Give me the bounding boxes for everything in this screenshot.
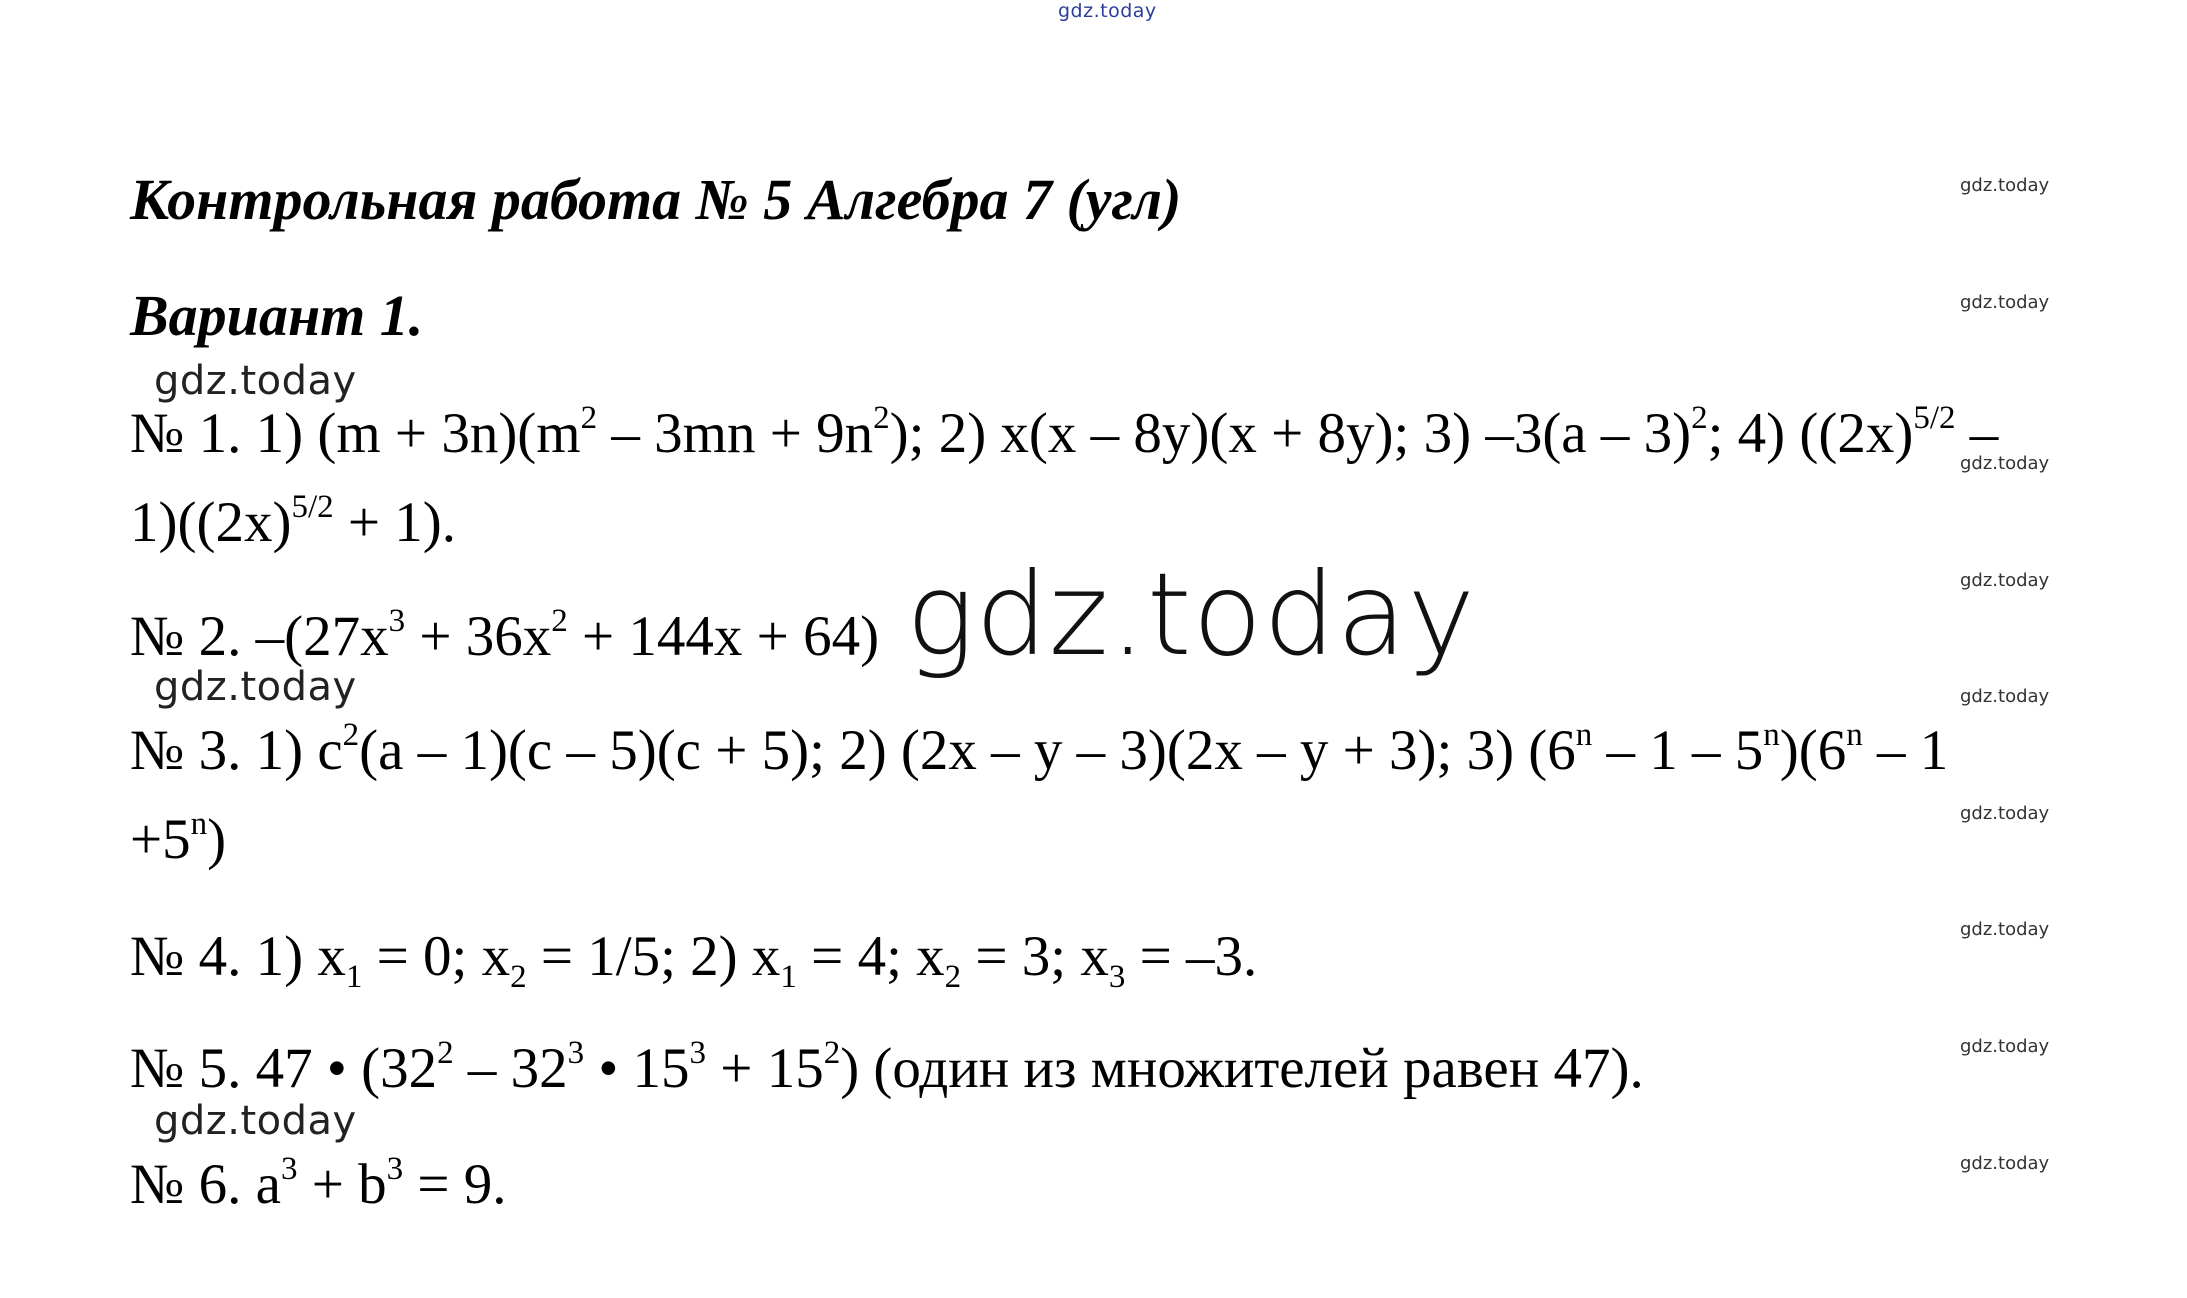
watermark-side: gdz.today xyxy=(1960,686,2050,707)
watermark-side: gdz.today xyxy=(1960,1036,2050,1057)
answer-1-line-2: $1)((2x)^{5/2} + 1)$. xyxy=(130,489,456,554)
answer-1-line-1: № 1. 1) $(m + 3n)(m^2 - 3mn + 9n^2)$; 2) x(x – 8y)(x + 8y); 3) –3(a – 3)$^2$; 4) ($(2x)^{5/2}$ – xyxy=(130,400,1999,465)
answer-5: № 5. 47 • ($32^2 - 32^3$ • $15^3 + 15^2$) (один из множителей равен 47). xyxy=(130,1035,1644,1100)
watermark-side: gdz.today xyxy=(1960,919,2050,940)
watermark-mid: gdz.today xyxy=(154,664,357,710)
watermark-side: gdz.today xyxy=(1960,292,2050,313)
answer-6: № 6. $a^3 + b^3 = 9$. xyxy=(130,1151,507,1216)
watermark-mid: gdz.today xyxy=(154,1098,357,1144)
watermark-big: gdz.today xyxy=(906,548,1476,681)
answer-3-line-1: № 3. 1) $c^2(a - 1)(c - 5)(c + 5)$; 2) (2x – y – 3)(2x – y + 3); 3) (6$^n$ – 1 – 5$^n$)(6$^n$ – 1 xyxy=(130,717,1949,782)
watermark-side: gdz.today xyxy=(1960,1153,2050,1174)
answer-2: № 2. $-(27x^3 + 36x^2 + 144x + 64)$ xyxy=(130,603,880,668)
page-title: Контрольная работа № 5 Алгебра 7 (угл) xyxy=(130,167,1182,232)
watermark-top: gdz.today xyxy=(1058,0,1157,22)
watermark-side: gdz.today xyxy=(1960,175,2050,196)
watermark-mid: gdz.today xyxy=(154,358,357,404)
answer-3-line-2: $+5^n$) xyxy=(130,806,227,871)
variant-heading: Вариант 1. xyxy=(130,283,424,348)
watermark-side: gdz.today xyxy=(1960,803,2050,824)
answer-4: № 4. 1) $x_1 = 0$; $x_2 = 1/5$; 2) $x_1 = 4$; $x_2 = 3$; $x_3 = -3$. xyxy=(130,925,1258,995)
watermark-side: gdz.today xyxy=(1960,453,2050,474)
watermark-side: gdz.today xyxy=(1960,570,2050,591)
